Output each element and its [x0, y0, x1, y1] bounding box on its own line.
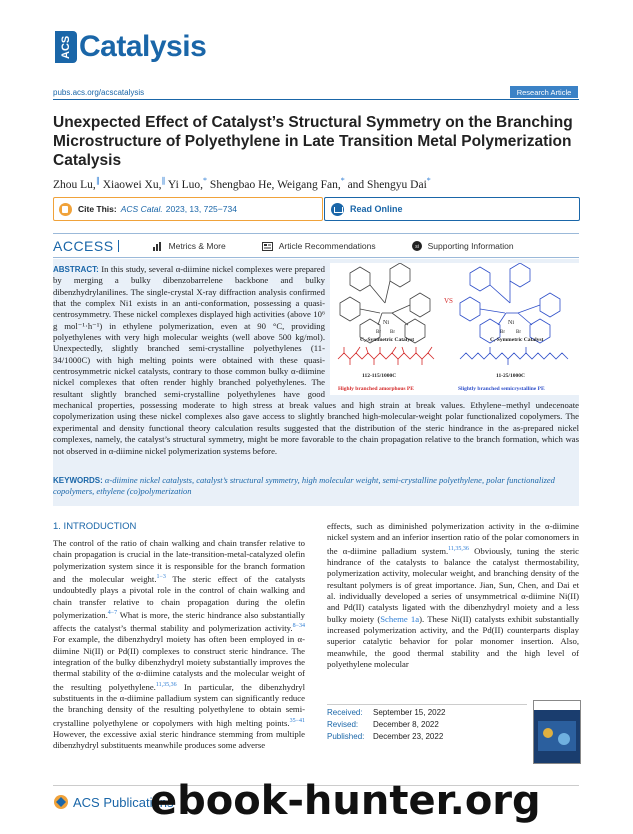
supporting-label: Supporting Information: [427, 241, 514, 251]
access-divider-top: [53, 233, 579, 234]
reference-citation[interactable]: 11,35,36: [448, 545, 469, 552]
metrics-label: Metrics & More: [168, 241, 226, 251]
history-divider: [327, 704, 527, 705]
ni-label-right: Ni: [508, 320, 514, 326]
scheme-link[interactable]: Scheme 1a: [380, 613, 420, 624]
body-column-left: [53, 538, 305, 752]
vs-label: VS: [444, 297, 453, 305]
author[interactable]: Shengbao He,: [209, 178, 275, 191]
recommendations-link[interactable]: [262, 241, 376, 251]
keywords-text[interactable]: α-diimine nickel catalysts, catalyst’s structural symmetry, high molecular weight, semi-crystalline polyethylene, polar functionalized copolymers, ethylene (co)polymerization: [53, 475, 555, 496]
body-text: However, the excessive axial steric hindrance stemming from multiple dibenzhydryl substituents meanwhile produces some adverse: [53, 728, 305, 751]
c2-catalyst-structure: [340, 263, 430, 343]
footer-publisher-name: ACS Publications: [73, 794, 174, 810]
history-received: Received: September 15, 2022: [327, 708, 446, 717]
pe-caption-left: Highly branched amorphous PE: [338, 386, 414, 392]
cite-this-box[interactable]: [53, 197, 323, 221]
metrics-link[interactable]: [153, 241, 226, 251]
cite-label: Cite This:: [78, 204, 117, 214]
keywords-label: KEYWORDS:: [53, 476, 103, 485]
supporting-info-link[interactable]: [412, 241, 514, 251]
section-title-introduction: 1. INTRODUCTION: [53, 521, 137, 532]
journal-url[interactable]: pubs.acs.org/acscatalysis: [53, 88, 145, 97]
access-separator: [118, 240, 119, 252]
watermark: ebook-hunter.org: [150, 778, 541, 824]
abstract-label: ABSTRACT:: [53, 265, 99, 274]
article-list-icon: [262, 242, 273, 251]
reference-citation[interactable]: 4−7: [107, 609, 118, 616]
c2-caption: C₂-Symmetric Catalyst: [360, 337, 415, 343]
body-text: The steric effect of the catalysts undoubtedly plays a pivotal role in the control of chain walking and chain transfer relative to chain propagation during the olefin polymerization.: [53, 573, 305, 620]
article-title: Unexpected Effect of Catalyst’s Structural Symmetry on the Branching Microstructure of Polyethylene in Late Transition Metal Polymerization Catalysis: [53, 114, 573, 169]
body-text: Obviously, tuning the steric hindrance of the catalysts to balance the catalyst thermostability, polymerization activity, molecular weight, and branching density of the resultant polymers is of great importance. Jian, Sun, Chen, and Dai et al. individually developed a series of unsymmetrical α-diimine Ni(II) and Pd(II) catalysts ligated with the dibenzhydryl moiety and a less bulky moiety (: [327, 545, 580, 624]
body-text: ). These Ni(II) catalysts exhibit substantially increased polymerization activity, and the Pd(II) counterparts display superior catalytic behavior for polar monomer insertion. Also, meanwhile, the good thermal stability and the high level of polyethylene molecular: [327, 613, 580, 670]
ci-caption: Cᵢ-Symmetric Catalyst: [490, 337, 544, 343]
access-title: ACCESS: [53, 238, 114, 254]
author[interactable]: Yi Luo,*: [167, 176, 208, 191]
history-published: Published: December 23, 2022: [327, 732, 444, 741]
acs-logo-mark: ACS: [55, 31, 77, 63]
recommendations-label: Article Recommendations: [278, 241, 376, 251]
quote-icon: [59, 203, 72, 216]
branch-density-right: 11-25/1000C: [496, 373, 526, 379]
book-icon: [331, 203, 344, 216]
cite-volume[interactable]: 2023, 13, 725−734: [165, 204, 237, 214]
journal-name: Catalysis: [79, 30, 207, 63]
cover-art: [534, 701, 580, 763]
header-divider: [53, 99, 579, 100]
ci-catalyst-structure: [460, 263, 560, 343]
reference-citation[interactable]: 1−3: [156, 574, 166, 581]
body-text: What is more, the steric hindrance also substantially affects the catalyst’s thermal stability and polymerization activity.: [53, 609, 305, 634]
author[interactable]: Xiaowei Xu,∥: [102, 176, 166, 191]
access-bar: [53, 236, 579, 256]
reference-citation[interactable]: 35−41: [289, 717, 305, 724]
abstract-text: In this study, several α-diimine nickel complexes were prepared by merging a bulky dibenzobarrelene backbone and bulky dibenzhydrylanilines. The single-crystal X-ray diffraction analysis confirmed that the complex Ni1 exists in an anti-conformation, possessing a quasi-centrosymmetry. These nickel complexes displayed high activities (above 10⁶ g mol⁻¹·h⁻¹) in ethylene polymerization, even at 90 °C, providing polyethylenes with very high molecular weights (well above 500 kg/mol). Unexpectedly, slightly branched semi-crystalline polyethylenes (11-34/1000C) with high melting points were obtained with these quasi-centrosymmetric nickel catalysts, contrary to those common bulky α-diimine nickel complexes that often render highly branched polyethylenes. The resultant slightly branched semi-crystalline polyethylenes have good mechanical properties, possessing moderate to high stress at break values and high strain at break values. Ethylene−methyl undecenoate copolymerization using these nickel complexes also gave access to slightly branched high-molecular-weight polar functionalized copolymers. The experimental and density functional theory calculation results suggested that the distribution of the steric hindrance in the as-prepared nickel complexes, namely, the catalyst’s structural symmetry, might be more favorable to the chain propagation relative to the branch formation, which was not observed in α-diimine nickel polymerization systems before.: [53, 264, 579, 456]
br-label-left-2: Br: [390, 330, 395, 335]
body-column-right: [327, 521, 579, 670]
journal-logo[interactable]: [55, 30, 206, 64]
author[interactable]: Weigang Fan,*: [277, 176, 345, 191]
author[interactable]: Zhou Lu,∥: [53, 176, 100, 191]
author-list: [53, 176, 431, 191]
article-type-badge: Research Article: [510, 86, 578, 98]
pe-caption-right: Slightly branched semicrystalline PE: [458, 386, 545, 392]
branched-pe-chain-left: [338, 353, 434, 359]
read-online-button[interactable]: [324, 197, 580, 221]
br-label-left-1: Br: [376, 330, 381, 335]
br-label-right-1: Br: [500, 330, 505, 335]
reference-citation[interactable]: 11,35,36: [155, 681, 177, 688]
reference-citation[interactable]: 8−34: [292, 623, 305, 630]
body-text: The control of the ratio of chain walking and chain transfer relative to chain propagation is crucial in the late-transition-metal-catalyzed olefin polymerization system since it is responsible for the branch formation and the molecular weight.: [53, 538, 305, 584]
branched-pe-chain-right: [460, 353, 568, 359]
body-text: In particular, the dibenzhydryl substituents in the α-diimine palladium system can significantly reduce the branching density of the resulting polyethylene to obtain semi-crystalline polyethylene or copolymers with high melting points.: [53, 681, 306, 728]
svg-text:si: si: [414, 244, 419, 250]
author[interactable]: and Shengyu Dai*: [347, 176, 431, 191]
bar-chart-icon: [153, 242, 163, 251]
history-revised: Revised: December 8, 2022: [327, 720, 439, 729]
cite-journal[interactable]: ACS Catal.: [120, 204, 163, 214]
br-label-right-2: Br: [516, 330, 521, 335]
body-text: effects, such as diminished polymerization activity in the α-diimine nickel system and an inferior insertion ratio of the polar comonomers in the α-diimine palladium system.: [327, 521, 579, 556]
keywords: [53, 475, 579, 497]
read-online-label: Read Online: [350, 204, 403, 214]
journal-cover-thumbnail[interactable]: [533, 700, 581, 764]
ni-label-left: Ni: [383, 320, 389, 326]
pe-branches-right: [490, 347, 526, 365]
access-divider-bottom: [53, 257, 579, 258]
branch-density-left: 112-115/1000C: [362, 373, 397, 379]
supporting-info-icon: [412, 241, 422, 251]
toc-graphic[interactable]: [330, 263, 579, 395]
acs-globe-icon: [53, 794, 69, 810]
publication-history: [327, 707, 446, 743]
body-text: For example, the dibenzhydryl moiety has often been employed in α-diimine Ni(II) or Pd(II) complexes to construct steric hindrance. The integration of the bulky dibenzhydryl moiety substantially improves the thermal stability of the α-diimine catalysts and the molecular weight of the resulting polyethylene.: [53, 634, 305, 692]
